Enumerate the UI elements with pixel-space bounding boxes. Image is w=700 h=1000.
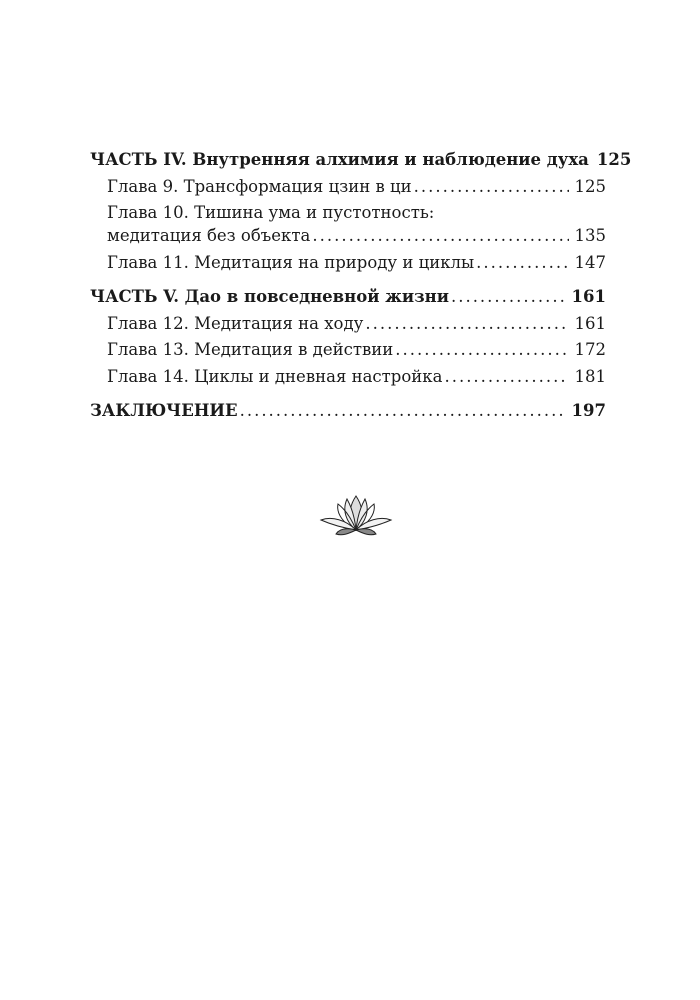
lotus-icon [318,490,394,540]
toc-title: Глава 9. Трансформация цзин в ци [107,176,412,196]
table-of-contents [90,150,632,428]
toc-page: 135 [574,226,606,245]
dot-leader [365,314,568,333]
dot-leader [240,401,566,420]
toc-chapter-13[interactable] [90,340,606,367]
toc-page: 197 [571,401,606,420]
toc-page: 161 [571,287,606,306]
dot-leader [414,177,569,196]
toc-chapter-10-line1[interactable] [90,203,606,226]
dot-leader [395,340,568,359]
toc-title: Глава 14. Циклы и дневная настройка [107,366,443,386]
toc-chapter-14[interactable] [90,367,606,394]
toc-title: ЧАСТЬ IV. Внутренняя алхимия и наблюдение духа [90,150,589,169]
dot-leader [476,253,568,272]
toc-page: 125 [574,176,606,196]
toc-title: Глава 11. Медитация на природу и циклы [107,252,475,272]
toc-page: 161 [574,313,606,333]
toc-title: ЗАКЛЮЧЕНИЕ [90,401,238,420]
toc-title-cont: медитация без объекта [107,226,311,245]
toc-page: 181 [574,366,606,386]
dot-leader [451,287,566,306]
toc-page: 172 [574,340,606,359]
toc-title: Глава 13. Медитация в действии [107,340,394,359]
toc-chapter-12[interactable] [90,314,606,341]
toc-page: 125 [596,150,632,169]
toc-title: Глава 12. Медитация на ходу [107,313,364,333]
dot-leader [444,367,568,386]
toc-title: ЧАСТЬ V. Дао в повседневной жизни [90,287,449,306]
toc-chapter-11[interactable] [90,253,606,280]
toc-title: Глава 10. Тишина ума и пустотность: [107,203,435,222]
toc-part-4[interactable] [90,150,632,177]
toc-part-5[interactable] [90,287,606,314]
toc-page: 147 [574,252,606,272]
toc-chapter-9[interactable] [90,177,606,204]
dot-leader [312,226,568,245]
toc-conclusion[interactable] [90,401,606,428]
toc-chapter-10[interactable] [90,226,606,253]
